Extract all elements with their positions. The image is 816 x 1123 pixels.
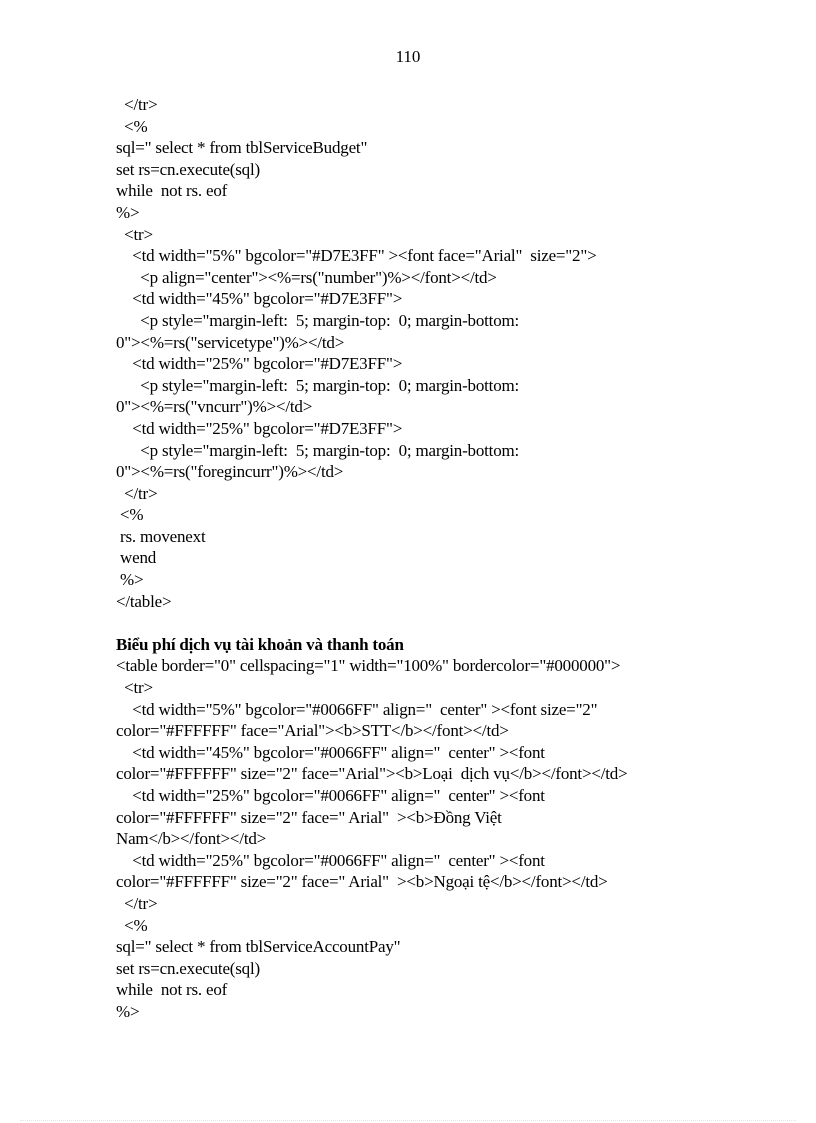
- code-line: <tr>: [116, 678, 153, 698]
- code-line: rs. movenext: [116, 526, 206, 546]
- code-line: <td width="45%" bgcolor="#D7E3FF">: [116, 289, 403, 309]
- code-line: <td width="45%" bgcolor="#0066FF" align=" center" ><font: [116, 742, 545, 762]
- code-line: Nam</b></font></td>: [116, 829, 267, 849]
- code-line: </tr>: [116, 95, 158, 114]
- code-line: while not rs. eof: [116, 980, 228, 1000]
- code-line: color="#FFFFFF" face="Arial"><b>STT</b></font></td>: [116, 721, 509, 741]
- code-line: color="#FFFFFF" size="2" face=" Arial" ><b>Đồng Việt: [116, 807, 502, 827]
- code-line: <td width="25%" bgcolor="#D7E3FF">: [116, 354, 403, 374]
- code-line: %>: [116, 1001, 140, 1021]
- code-line: 0"><%=rs("vncurr")%></td>: [116, 397, 313, 417]
- code-line: sql=" select * from tblServiceAccountPay": [116, 937, 401, 957]
- code-line: </tr>: [116, 483, 158, 503]
- code-line: <p align="center"><%=rs("number")%></font></td>: [116, 267, 497, 287]
- code-line: while not rs. eof: [116, 181, 228, 201]
- code-line: <%: [116, 505, 144, 525]
- section-heading: Biểu phí dịch vụ tài khoản và thanh toán: [116, 634, 404, 654]
- code-line: %>: [116, 202, 140, 222]
- code-line: <p style="margin-left: 5; margin-top: 0; margin-bottom:: [116, 310, 520, 330]
- page-number: 110: [395, 47, 421, 66]
- code-listing: [116, 94, 756, 1023]
- code-line: </tr>: [116, 893, 158, 913]
- code-line: <tr>: [116, 224, 153, 244]
- code-line: </table>: [116, 591, 172, 611]
- code-line: <table border="0" cellspacing="1" width="100%" bordercolor="#000000">: [116, 656, 621, 676]
- code-line: <%: [116, 915, 148, 935]
- code-line: <%: [116, 116, 148, 136]
- code-line: sql=" select * from tblServiceBudget": [116, 138, 368, 158]
- spacer: [116, 612, 756, 634]
- page-bottom-rule: [20, 1120, 796, 1121]
- code-line: wend: [116, 548, 157, 568]
- code-line: <p style="margin-left: 5; margin-top: 0; margin-bottom:: [116, 375, 520, 395]
- code-line: 0"><%=rs("servicetype")%></td>: [116, 332, 345, 352]
- code-line: <td width="5%" bgcolor="#0066FF" align=" center" ><font size="2": [116, 699, 598, 719]
- code-line: <td width="25%" bgcolor="#0066FF" align=" center" ><font: [116, 850, 545, 870]
- code-line: %>: [116, 570, 144, 590]
- code-line: <td width="5%" bgcolor="#D7E3FF" ><font face="Arial" size="2">: [116, 246, 597, 266]
- code-line: 0"><%=rs("foregincurr")%></td>: [116, 462, 344, 482]
- code-line: set rs=cn.execute(sql): [116, 958, 260, 978]
- code-line: <td width="25%" bgcolor="#0066FF" align=" center" ><font: [116, 786, 545, 805]
- code-line: <td width="25%" bgcolor="#D7E3FF">: [116, 418, 403, 438]
- code-line: color="#FFFFFF" size="2" face=" Arial" ><b>Ngoại tệ</b></font></td>: [116, 872, 608, 892]
- code-line: color="#FFFFFF" size="2" face="Arial"><b>Loại dịch vụ</b></font></td>: [116, 764, 628, 784]
- code-line: <p style="margin-left: 5; margin-top: 0; margin-bottom:: [116, 440, 520, 460]
- code-line: set rs=cn.execute(sql): [116, 159, 260, 179]
